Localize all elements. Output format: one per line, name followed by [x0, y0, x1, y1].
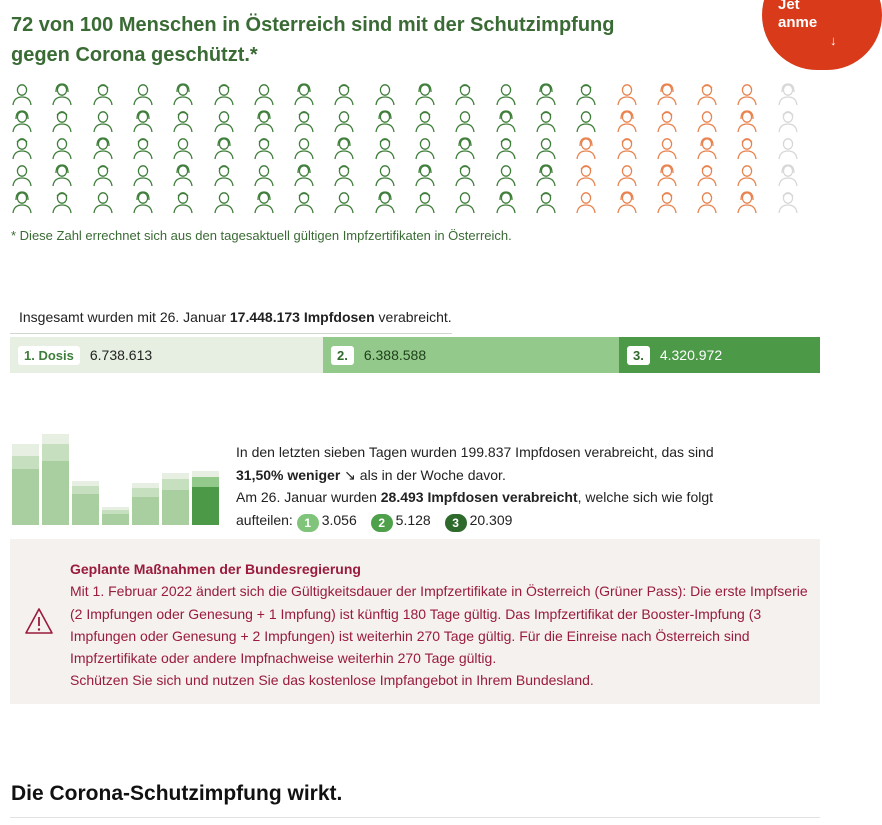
person-icon	[736, 82, 758, 106]
section-title: Die Corona-Schutzimpfung wirkt.	[11, 782, 343, 805]
split-item-2	[371, 512, 431, 528]
week-bar-segment	[192, 477, 219, 487]
person-icon	[414, 109, 436, 133]
person-icon	[213, 82, 235, 106]
headline-middle: in Österreich sind mit der Schutzimpfung	[216, 14, 615, 36]
person-icon	[132, 190, 154, 214]
person-icon	[414, 163, 436, 187]
person-icon	[374, 163, 396, 187]
split-value-2: 5.128	[395, 511, 431, 528]
person-icon	[92, 136, 114, 160]
split-item-3	[445, 512, 513, 528]
person-icon	[333, 109, 355, 133]
person-icon	[414, 136, 436, 160]
week-bar-day-5	[132, 483, 159, 525]
person-icon	[172, 163, 194, 187]
dose-1-badge: 1	[297, 514, 319, 532]
person-icon	[495, 163, 517, 187]
person-icon	[51, 109, 73, 133]
person-icon	[414, 82, 436, 106]
total-prefix: Insgesamt wurden mit 26. Januar	[19, 309, 230, 325]
week-line-2-suffix: als in der Woche davor.	[355, 466, 506, 483]
notice-title: Geplante Maßnahmen der Bundesregierung	[70, 561, 361, 577]
week-bar-segment	[132, 497, 159, 525]
person-icon	[616, 163, 638, 187]
notice-closing: Schützen Sie sich und nutzen Sie das kostenlose Impfangebot in Ihrem Bundesland.	[70, 672, 594, 689]
person-icon	[172, 82, 194, 106]
week-bar-segment	[12, 456, 39, 469]
week-bar-segment	[132, 488, 159, 497]
dose-bar	[10, 337, 820, 373]
dose-1-segment	[10, 337, 323, 373]
person-icon	[535, 190, 557, 214]
person-icon	[616, 136, 638, 160]
week-bar-day-6	[162, 473, 189, 525]
person-icon	[656, 82, 678, 106]
dose-1-value: 6.738.613	[89, 347, 153, 363]
week-bar-day-4	[102, 507, 129, 525]
split-value-3: 20.309	[469, 511, 513, 528]
week-bar-segment	[12, 469, 39, 525]
split-label: aufteilen:	[236, 511, 293, 528]
person-icon	[253, 136, 275, 160]
person-icon	[454, 109, 476, 133]
week-summary	[236, 441, 796, 532]
person-icon	[172, 109, 194, 133]
person-icon	[132, 163, 154, 187]
person-icon	[736, 163, 758, 187]
person-icon	[213, 163, 235, 187]
person-icon	[454, 136, 476, 160]
notice-body: Mit 1. Februar 2022 ändert sich die Gültigkeitsdauer der Impfzertifikate in Österreich (Grüner Pass): Die erste Impfserie (2 Impfungen oder Genesung + 1 Impfung) ist künftig 180 Tage gültig. Das Impfzertifikat der Booster-Impfung (3 Impfungen oder Genesung + 2 Impfungen) ist weiterhin 270 Tage gültig. Für die Einreise nach Österreich sind Impfzertifikate oder andere Impfnachweise weiterhin 270 Tage gültig.	[70, 583, 808, 667]
dose-2-value: 6.388.588	[363, 347, 427, 363]
person-icon	[51, 82, 73, 106]
person-icon	[293, 136, 315, 160]
person-icon	[333, 190, 355, 214]
person-icon	[11, 190, 33, 214]
person-icon	[132, 82, 154, 106]
person-icon	[374, 190, 396, 214]
notice-text	[70, 558, 810, 692]
week-bar-segment	[192, 487, 219, 525]
person-icon	[495, 109, 517, 133]
split-item-1	[297, 512, 357, 528]
dose-3-segment	[619, 337, 820, 373]
person-icon	[92, 190, 114, 214]
section-divider	[10, 817, 820, 818]
person-icon	[51, 163, 73, 187]
person-icon	[333, 136, 355, 160]
person-icon	[333, 163, 355, 187]
person-icon	[374, 109, 396, 133]
person-icon	[777, 136, 799, 160]
person-icon	[293, 190, 315, 214]
total-suffix: verabreicht.	[374, 309, 452, 325]
person-icon	[535, 82, 557, 106]
headline-asterisk: *	[249, 44, 258, 66]
person-icon	[92, 163, 114, 187]
person-icon	[696, 163, 718, 187]
person-icon	[535, 109, 557, 133]
person-icon	[253, 190, 275, 214]
week-bar-day-3	[72, 481, 99, 525]
person-icon	[736, 190, 758, 214]
person-icon	[535, 136, 557, 160]
dose-1-label: 1. Dosis	[18, 346, 80, 365]
person-icon	[414, 190, 436, 214]
person-icon	[213, 136, 235, 160]
week-bar-segment	[102, 514, 129, 525]
split-value-1: 3.056	[321, 511, 357, 528]
person-icon	[293, 163, 315, 187]
week-bar-day-2	[42, 434, 69, 525]
person-icon	[696, 109, 718, 133]
person-icon	[132, 109, 154, 133]
people-pictogram	[11, 82, 811, 218]
person-icon	[575, 82, 597, 106]
week-pct: 31,50% weniger	[236, 466, 341, 483]
trend-down-icon: ↘	[344, 466, 356, 483]
person-icon	[656, 109, 678, 133]
week-bar-segment	[162, 479, 189, 490]
person-icon	[777, 190, 799, 214]
person-icon	[454, 82, 476, 106]
person-icon	[333, 82, 355, 106]
person-icon	[172, 190, 194, 214]
person-icon	[575, 136, 597, 160]
person-icon	[253, 82, 275, 106]
week-line-3	[236, 486, 796, 509]
person-icon	[172, 136, 194, 160]
person-icon	[616, 190, 638, 214]
dose-2-badge: 2	[371, 514, 393, 532]
person-icon	[656, 163, 678, 187]
person-icon	[696, 136, 718, 160]
person-icon	[777, 82, 799, 106]
person-icon	[495, 82, 517, 106]
person-icon	[495, 136, 517, 160]
week-bar-segment	[72, 486, 99, 494]
person-icon	[575, 190, 597, 214]
dose-3-value: 4.320.972	[659, 347, 723, 363]
person-icon	[656, 190, 678, 214]
person-icon	[11, 109, 33, 133]
dose-3-label: 3.	[627, 346, 650, 365]
person-icon	[736, 136, 758, 160]
person-icon	[11, 82, 33, 106]
person-icon	[656, 136, 678, 160]
total-doses	[10, 304, 452, 334]
person-icon	[777, 163, 799, 187]
headline-strong: 72 von 100 Menschen	[11, 14, 217, 36]
person-icon	[213, 190, 235, 214]
register-button[interactable]	[762, 0, 882, 70]
headline	[11, 10, 651, 70]
week-bar-segment	[42, 444, 69, 461]
dose-3-badge: 3	[445, 514, 467, 532]
person-icon	[51, 190, 73, 214]
person-icon	[575, 109, 597, 133]
person-icon	[253, 109, 275, 133]
register-button-line1: Jet	[778, 0, 800, 13]
footnote: * Diese Zahl errechnet sich aus den tagesaktuell gültigen Impfzertifikaten in Österreich.	[11, 228, 512, 243]
person-icon	[454, 190, 476, 214]
person-icon	[11, 136, 33, 160]
dose-2-label: 2.	[331, 346, 354, 365]
person-icon	[616, 82, 638, 106]
person-icon	[575, 163, 597, 187]
week-line-3-prefix: Am 26. Januar wurden	[236, 489, 381, 505]
week-bar-day-1	[12, 444, 39, 525]
week-line-2	[236, 464, 796, 487]
week-bar-segment	[72, 494, 99, 525]
week-bar-segment	[12, 444, 39, 456]
register-button-line2: anme	[778, 14, 818, 31]
person-icon	[132, 136, 154, 160]
person-icon	[253, 163, 275, 187]
person-icon	[11, 163, 33, 187]
person-icon	[213, 109, 235, 133]
dose-2-segment	[323, 337, 619, 373]
person-icon	[616, 109, 638, 133]
person-icon	[51, 136, 73, 160]
person-icon	[495, 190, 517, 214]
person-icon	[92, 82, 114, 106]
person-icon	[535, 163, 557, 187]
week-line-3-value: 28.493 Impfdosen verabreicht	[380, 489, 578, 505]
person-icon	[293, 109, 315, 133]
week-line-1: In den letzten sieben Tagen wurden 199.837 Impfdosen verabreicht, das sind	[236, 444, 714, 460]
person-icon	[777, 109, 799, 133]
week-bar-segment	[162, 490, 189, 525]
week-mini-chart	[10, 430, 224, 525]
week-bar-segment	[42, 434, 69, 444]
total-value: 17.448.173 Impfdosen	[229, 309, 375, 325]
person-icon	[374, 82, 396, 106]
arrow-down-icon: ↓	[830, 33, 837, 48]
person-icon	[374, 136, 396, 160]
person-icon	[454, 163, 476, 187]
person-icon	[696, 190, 718, 214]
government-measures-notice	[10, 539, 820, 704]
week-bar-day-7	[192, 471, 219, 525]
person-icon	[92, 109, 114, 133]
week-line-3-suffix: , welche sich wie folgt	[577, 489, 714, 505]
person-icon	[696, 82, 718, 106]
week-bar-segment	[42, 461, 69, 525]
person-icon	[736, 109, 758, 133]
week-split	[236, 509, 796, 532]
headline-strong-tail: gegen Corona geschützt.	[11, 44, 250, 66]
warning-triangle-icon	[24, 607, 54, 635]
person-icon	[293, 82, 315, 106]
